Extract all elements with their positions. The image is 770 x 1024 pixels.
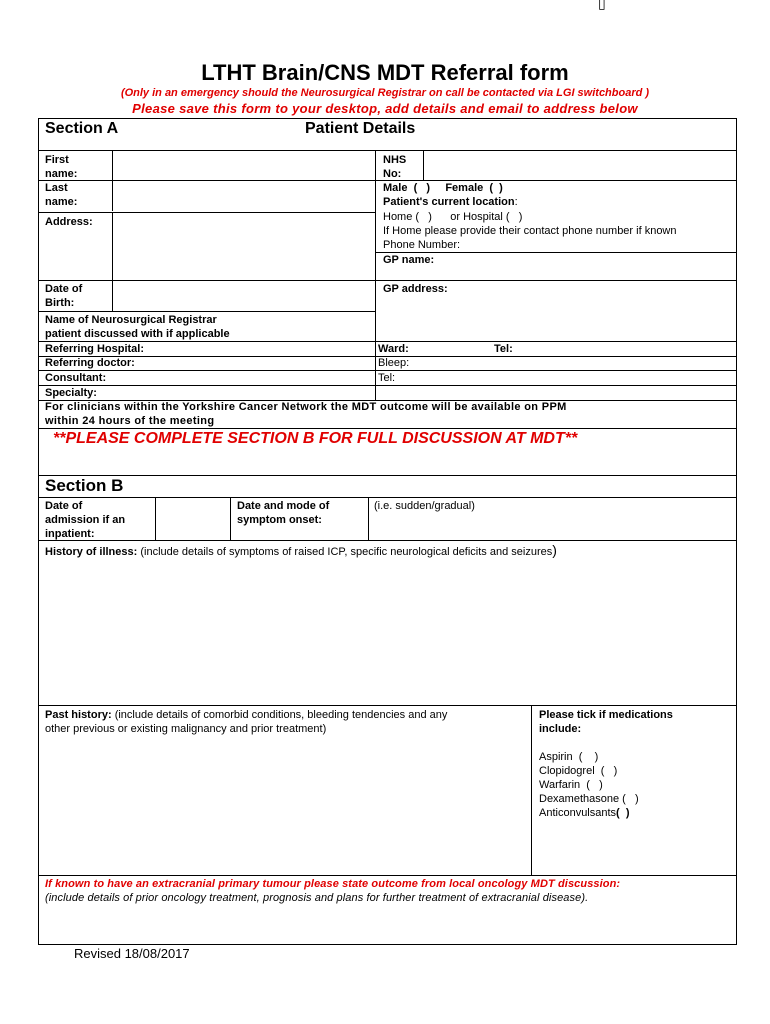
dexamethasone-checkbox[interactable]: Dexamethasone ( )	[539, 793, 639, 805]
nhs-label: NHS	[383, 154, 407, 166]
past-history-label	[45, 708, 447, 722]
history-label	[45, 543, 557, 559]
gp-name-field[interactable]	[429, 253, 734, 277]
aspirin-checkbox[interactable]: Aspirin ( )	[539, 751, 599, 763]
clopidogrel-checkbox[interactable]: Clopidogrel ( )	[539, 765, 618, 777]
complete-section-b-banner: **PLEASE COMPLETE SECTION B FOR FULL DISCUSSION AT MDT**	[53, 430, 578, 447]
form-title: LTHT Brain/CNS MDT Referral form	[201, 60, 569, 85]
revision-date: Revised 18/08/2017	[74, 946, 190, 961]
onset-label-2: symptom onset:	[237, 514, 322, 526]
past-history-label-text: Past history:	[45, 709, 112, 721]
ycn-note-2: within 24 hours of the meeting	[45, 415, 215, 427]
anticonvulsants-checkbox[interactable]	[539, 806, 630, 820]
anticonvulsants-label: Anticonvulsants	[539, 807, 617, 819]
address-label: Address:	[45, 216, 93, 228]
referring-hospital-label: Referring Hospital:	[45, 343, 145, 355]
admission-label-3: inpatient:	[45, 528, 95, 540]
extracranial-field[interactable]	[41, 907, 734, 943]
onset-label: Date and mode of	[237, 500, 330, 512]
nhs-number-field[interactable]	[424, 151, 736, 179]
corner-box-icon: ▯	[598, 0, 606, 12]
section-a-label: Section A	[45, 120, 119, 137]
history-closing-paren: )	[552, 542, 557, 558]
medications-heading-2: include:	[539, 723, 582, 735]
location-label	[383, 195, 518, 209]
admission-date-field[interactable]	[156, 498, 229, 540]
warfarin-checkbox[interactable]: Warfarin ( )	[539, 779, 603, 791]
location-label-text: Patient's current location	[383, 196, 515, 208]
dob-label-2: Birth:	[45, 297, 75, 309]
address-field[interactable]	[113, 213, 375, 279]
past-history-hint-2: other previous or existing malignancy and prior treatment)	[45, 723, 327, 735]
referring-doctor-label: Referring doctor:	[45, 357, 135, 369]
patient-details-heading: Patient Details	[305, 120, 416, 137]
bleep-label: Bleep:	[378, 357, 410, 369]
dob-label: Date of	[45, 283, 83, 295]
last-name-field[interactable]	[113, 181, 375, 211]
past-history-field[interactable]	[41, 739, 529, 875]
medications-heading: Please tick if medications	[539, 709, 673, 721]
onset-hint[interactable]: (i.e. sudden/gradual)	[374, 500, 475, 512]
first-name-label: First	[45, 154, 69, 166]
section-b-label: Section B	[45, 476, 124, 495]
registrar-label-2: patient discussed with if applicable	[45, 328, 230, 340]
save-instruction: Please save this form to your desktop, add details and email to address below	[132, 101, 638, 116]
admission-label: Date of	[45, 500, 83, 512]
extracranial-question: If known to have an extracranial primary tumour please state outcome from local oncology MDT discussion:	[45, 878, 621, 890]
tel-label-1: Tel:	[494, 343, 513, 355]
gp-address-label: GP address:	[383, 283, 448, 295]
history-hint: (include details of symptoms of raised ICP, specific neurological deficits and seizures	[137, 546, 553, 558]
sex-checkboxes[interactable]: Male ( ) Female ( )	[383, 182, 503, 194]
first-name-label-2: name:	[45, 168, 78, 180]
referral-form	[38, 118, 737, 945]
admission-label-2: admission if an	[45, 514, 126, 526]
extracranial-hint: (include details of prior oncology treatment, prognosis and plans for further treatment of extracranial disease).	[45, 892, 589, 904]
nhs-label-2: No:	[383, 168, 402, 180]
home-phone-instruction: If Home please provide their contact phone number if known	[383, 225, 677, 237]
phone-number-label: Phone Number:	[383, 239, 461, 251]
consultant-label: Consultant:	[45, 372, 107, 384]
past-history-hint: (include details of comorbid conditions, bleeding tendencies and any	[111, 709, 448, 721]
history-label-text: History of illness:	[45, 546, 138, 558]
specialty-label: Specialty:	[45, 387, 97, 399]
tel-label-2: Tel:	[378, 372, 396, 384]
location-label-colon: :	[514, 196, 518, 208]
history-field[interactable]	[41, 559, 734, 703]
home-or-hospital-checkboxes[interactable]: Home ( ) or Hospital ( )	[383, 211, 523, 223]
gp-name-label: GP name:	[383, 254, 435, 266]
ward-label: Ward:	[378, 343, 409, 355]
first-name-field[interactable]	[113, 151, 375, 179]
last-name-label-2: name:	[45, 196, 78, 208]
ycn-note: For clinicians within the Yorkshire Cancer Network the MDT outcome will be available on PPM	[45, 401, 567, 413]
gp-address-field[interactable]	[377, 297, 735, 339]
registrar-label: Name of Neurosurgical Registrar	[45, 314, 217, 326]
anticonvulsants-box: ( )	[616, 807, 630, 819]
emergency-note: (Only in an emergency should the Neurosurgical Registrar on call be contacted via LGI switchboard )	[120, 87, 650, 99]
dob-field[interactable]	[113, 281, 375, 311]
last-name-label: Last	[45, 182, 68, 194]
